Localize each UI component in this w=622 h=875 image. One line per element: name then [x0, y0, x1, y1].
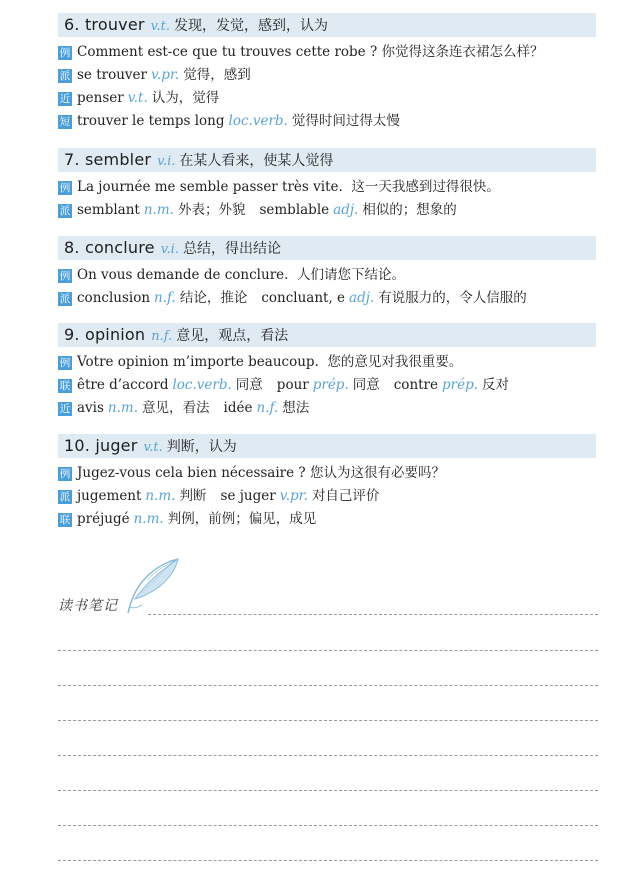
line-text: 判例，前例；偏见，成见 — [167, 511, 317, 527]
part-of-speech: adj. — [349, 290, 375, 306]
line-tag-badge: 例 — [59, 467, 71, 480]
line-text: se trouver — [77, 67, 147, 83]
line-text: 想法 — [282, 400, 310, 416]
part-of-speech: v.pr. — [150, 67, 180, 83]
line-tag-badge: 短 — [59, 115, 71, 128]
part-of-speech: n.f. — [154, 290, 176, 306]
part-of-speech: n.f. — [151, 329, 173, 344]
line-text: 判断 — [179, 488, 207, 504]
entry-line — [58, 87, 596, 110]
line-text: 觉得时间过得太慢 — [291, 113, 400, 129]
line-text: penser — [77, 90, 124, 106]
line-text: 对自己评价 — [311, 488, 380, 504]
notes-label: 读书笔记 — [58, 598, 118, 614]
vocab-entry — [58, 236, 596, 310]
line-text: 反对 — [482, 377, 510, 393]
entry-line — [58, 351, 596, 374]
line-text: Votre opinion m’importe beaucoup. 您的意见对我很重要。 — [77, 354, 463, 370]
part-of-speech: prép. — [442, 377, 479, 393]
entry-header — [58, 323, 596, 347]
line-text: être d’accord — [77, 377, 169, 393]
line-tag-badge: 联 — [59, 513, 71, 526]
line-text: Jugez-vous cela bien nécessaire ? 您认为这很有必要吗？ — [77, 465, 445, 481]
line-text: 意见，看法 — [142, 400, 210, 416]
line-tag-badge: 派 — [59, 490, 71, 503]
reading-notes — [58, 555, 598, 875]
headword-meaning: 发现，发觉，感到，认为 — [173, 18, 328, 34]
line-tag-badge: 例 — [59, 181, 71, 194]
part-of-speech: v.t. — [127, 90, 148, 106]
line-text: 相似的；想象的 — [362, 202, 457, 218]
line-text: trouver le temps long — [77, 113, 225, 129]
line-text: 觉得，感到 — [183, 67, 251, 83]
entry-header — [58, 434, 596, 458]
headword: 6. trouver — [64, 15, 145, 34]
part-of-speech: v.pr. — [279, 488, 308, 504]
entry-line — [58, 485, 596, 508]
notes-line — [148, 614, 598, 615]
line-tag-badge: 例 — [59, 46, 71, 59]
vocab-entry — [58, 148, 596, 222]
part-of-speech: adj. — [333, 202, 359, 218]
headword: 10. juger — [64, 436, 138, 455]
feather-icon — [120, 555, 182, 617]
notes-line — [58, 650, 598, 651]
line-text: 认为，觉得 — [151, 90, 220, 106]
part-of-speech: v.i. — [160, 242, 179, 257]
entry-line — [58, 110, 596, 133]
entry-line — [58, 199, 596, 222]
headword: 9. opinion — [64, 325, 146, 344]
part-of-speech: n.m. — [133, 511, 164, 527]
line-tag-badge: 派 — [59, 292, 71, 305]
line-text: contre — [393, 377, 439, 393]
line-text: 有说服力的，令人信服的 — [378, 290, 527, 306]
entry-line — [58, 176, 596, 199]
line-tag-badge: 例 — [59, 356, 71, 369]
headword: 7. sembler — [64, 150, 152, 169]
part-of-speech: n.m. — [145, 488, 176, 504]
vocab-entry — [58, 323, 596, 420]
vocab-entry — [58, 434, 596, 531]
headword-meaning: 意见，观点，看法 — [176, 328, 289, 344]
line-text: 外表；外貌 — [177, 202, 246, 218]
line-text: se juger — [220, 488, 276, 504]
line-text: idée — [223, 400, 253, 416]
headword-meaning: 判断，认为 — [166, 439, 237, 455]
line-text: conclusion — [77, 290, 151, 306]
entry-header — [58, 148, 596, 172]
part-of-speech: loc.verb. — [228, 113, 288, 129]
notes-line — [58, 720, 598, 721]
entry-header — [58, 236, 596, 260]
line-text: semblant — [77, 202, 140, 218]
line-tag-badge: 例 — [59, 269, 71, 282]
line-text: avis — [77, 400, 104, 416]
part-of-speech: n.m. — [107, 400, 139, 416]
line-text: pour — [276, 377, 309, 393]
part-of-speech: n.m. — [143, 202, 174, 218]
line-tag-badge: 派 — [59, 204, 71, 217]
entry-line — [58, 397, 596, 420]
headword: 8. conclure — [64, 238, 155, 257]
notes-line — [58, 860, 598, 861]
entry-line — [58, 264, 596, 287]
part-of-speech: loc.verb. — [172, 377, 232, 393]
part-of-speech: v.t. — [143, 440, 163, 455]
part-of-speech: v.t. — [150, 19, 170, 34]
line-tag-badge: 近 — [59, 92, 71, 105]
notes-line — [58, 755, 598, 756]
entry-line — [58, 462, 596, 485]
line-text: 同意 — [235, 377, 263, 393]
line-tag-badge: 联 — [59, 379, 71, 392]
headword-meaning: 总结，得出结论 — [182, 241, 281, 257]
headword-meaning: 在某人看来，使某人觉得 — [179, 153, 334, 169]
line-text: concluant, e — [261, 290, 346, 306]
line-text: 同意 — [352, 377, 380, 393]
entry-line — [58, 374, 596, 397]
line-text: préjugé — [77, 511, 130, 527]
vocab-entry — [58, 13, 596, 133]
line-text: 结论，推论 — [179, 290, 248, 306]
part-of-speech: v.i. — [157, 154, 176, 169]
line-text: La journée me semble passer très vite. 这一天我感到过得很快。 — [77, 179, 500, 195]
line-tag-badge: 派 — [59, 69, 71, 82]
entry-header — [58, 13, 596, 37]
line-tag-badge: 近 — [59, 402, 71, 415]
notes-line — [58, 825, 598, 826]
part-of-speech: prép. — [312, 377, 349, 393]
line-text: On vous demande de conclure. 人们请您下结论。 — [77, 267, 406, 283]
line-text: Comment est-ce que tu trouves cette robe ? 你觉得这条连衣裙怎么样？ — [77, 44, 544, 60]
notes-line — [58, 685, 598, 686]
line-text: jugement — [77, 488, 142, 504]
entry-line — [58, 508, 596, 531]
line-text: semblable — [259, 202, 330, 218]
entry-line — [58, 287, 596, 310]
notes-line — [58, 790, 598, 791]
entry-line — [58, 41, 596, 64]
entry-line — [58, 64, 596, 87]
part-of-speech: n.f. — [256, 400, 279, 416]
